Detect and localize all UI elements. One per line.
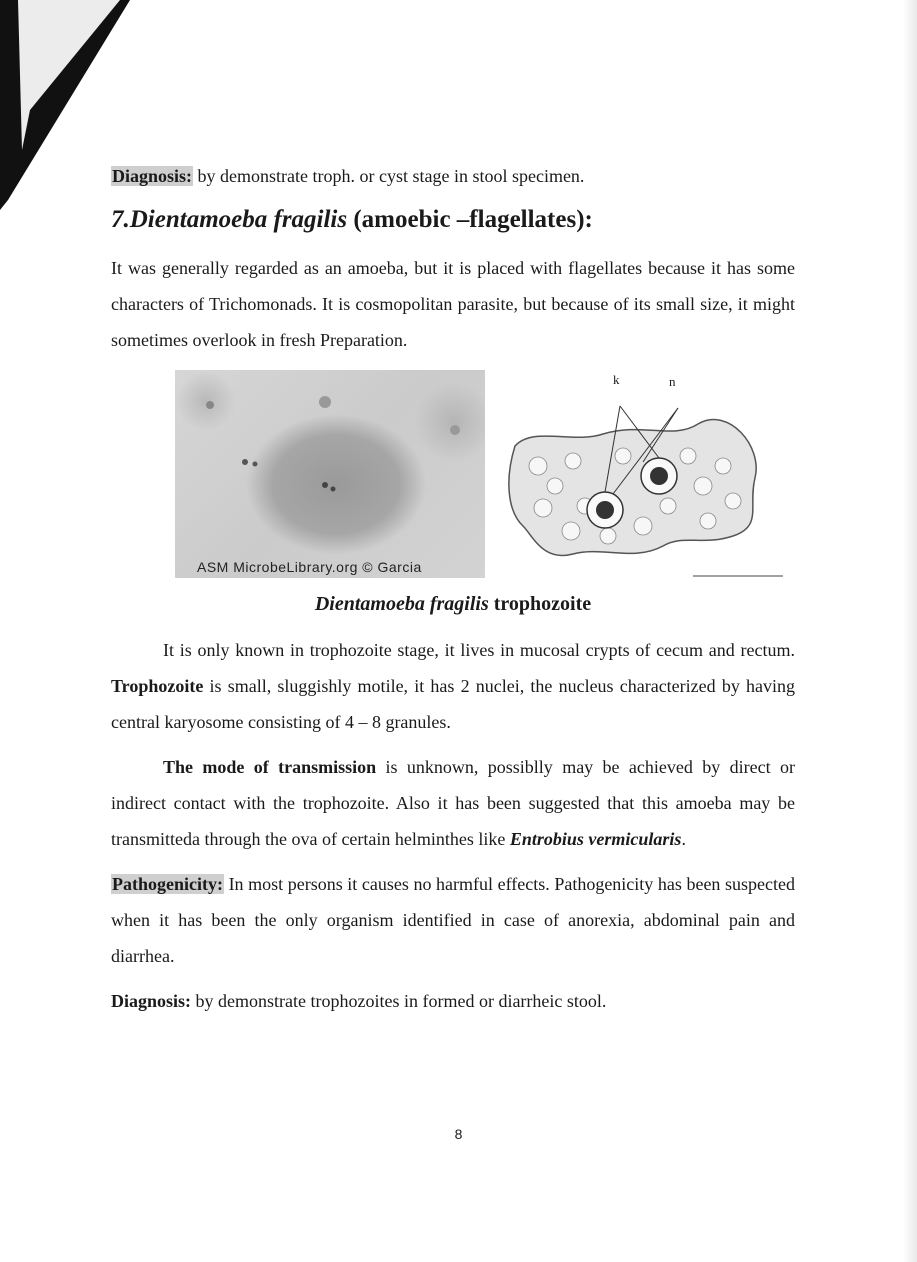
para1-b: Trophozoite	[111, 676, 204, 696]
para2-c: Entrobius vermicularis	[509, 829, 682, 849]
para1-a: It is only known in trophozoite stage, it lives in mucosal crypts of cecum and rectum.	[163, 640, 795, 660]
photo-credit: ASM MicrobeLibrary.org © Garcia	[197, 559, 422, 575]
pathogenicity-text: In most persons it causes no harmful effects. Pathogenicity has been suspected when it has been the only organism identified in case of anorexia, abdominal pain and diarrhea.	[111, 874, 795, 966]
para2-a: The mode of transmission	[163, 757, 377, 777]
micrograph-image	[175, 370, 485, 578]
cell-outline	[509, 420, 756, 556]
caption-rest: trophozoite	[488, 593, 592, 615]
trophozoite-drawing	[493, 386, 785, 580]
heading-number: 7.	[111, 206, 130, 233]
micrograph-details	[175, 370, 485, 578]
trophozoite-diagram	[493, 372, 785, 580]
caption-species: Dientamoeba fragilis	[314, 593, 489, 615]
diagnosis-bottom-label: Diagnosis:	[111, 991, 192, 1011]
figure-caption	[111, 590, 795, 618]
page-number: 8	[454, 1126, 463, 1142]
diagnosis-bottom-text: by demonstrate trophozoites in formed or diarrheic stool.	[191, 991, 607, 1011]
scan-right-edge	[903, 0, 917, 1262]
nucleus-dot	[253, 462, 258, 467]
karyosome-left	[596, 501, 614, 519]
section-heading	[111, 200, 795, 240]
nucleus-dot	[331, 487, 336, 492]
intro-paragraph: It was generally regarded as an amoeba, but it is placed with flagellates because it has some characters of Trichomonads. It is cosmopolitan parasite, but because of its small size, it might sometimes overlook in fresh Preparation.	[111, 258, 795, 350]
para2-b: is unknown, possiblly may be achieved by direct or indirect contact with the trophozoite. Also it has been suggested that this amoeba may be transmitteda through the ova of certain helminthes like	[111, 757, 795, 849]
paragraph-diagnosis	[111, 983, 795, 1019]
diagnosis-top-text: by demonstrate troph. or cyst stage in stool specimen.	[193, 166, 585, 186]
nucleus-dot	[242, 459, 248, 465]
label-n: n	[669, 374, 676, 389]
paragraph-transmission	[111, 749, 795, 857]
debris-dot	[206, 401, 214, 409]
heading-species: Dientamoeba fragilis	[129, 206, 348, 233]
heading-rest: (amoebic –flagellates):	[347, 206, 593, 233]
diagnosis-top	[111, 158, 795, 194]
paragraph-pathogenicity	[111, 866, 795, 974]
debris-dot	[319, 396, 331, 408]
page-content	[111, 158, 795, 1019]
debris-dot	[450, 425, 460, 435]
nucleus-dot	[322, 482, 328, 488]
para2-d: .	[681, 829, 686, 849]
figure	[111, 370, 795, 580]
karyosome-right	[650, 467, 668, 485]
pathogenicity-label: Pathogenicity:	[112, 874, 223, 894]
para1-c: is small, sluggishly motile, it has 2 nuclei, the nucleus characterized by having central karyosome consisting of 4 – 8 granules.	[111, 676, 795, 732]
label-k: k	[613, 372, 620, 387]
diagnosis-top-label: Diagnosis:	[112, 166, 193, 186]
paragraph-trophozoite	[111, 632, 795, 740]
